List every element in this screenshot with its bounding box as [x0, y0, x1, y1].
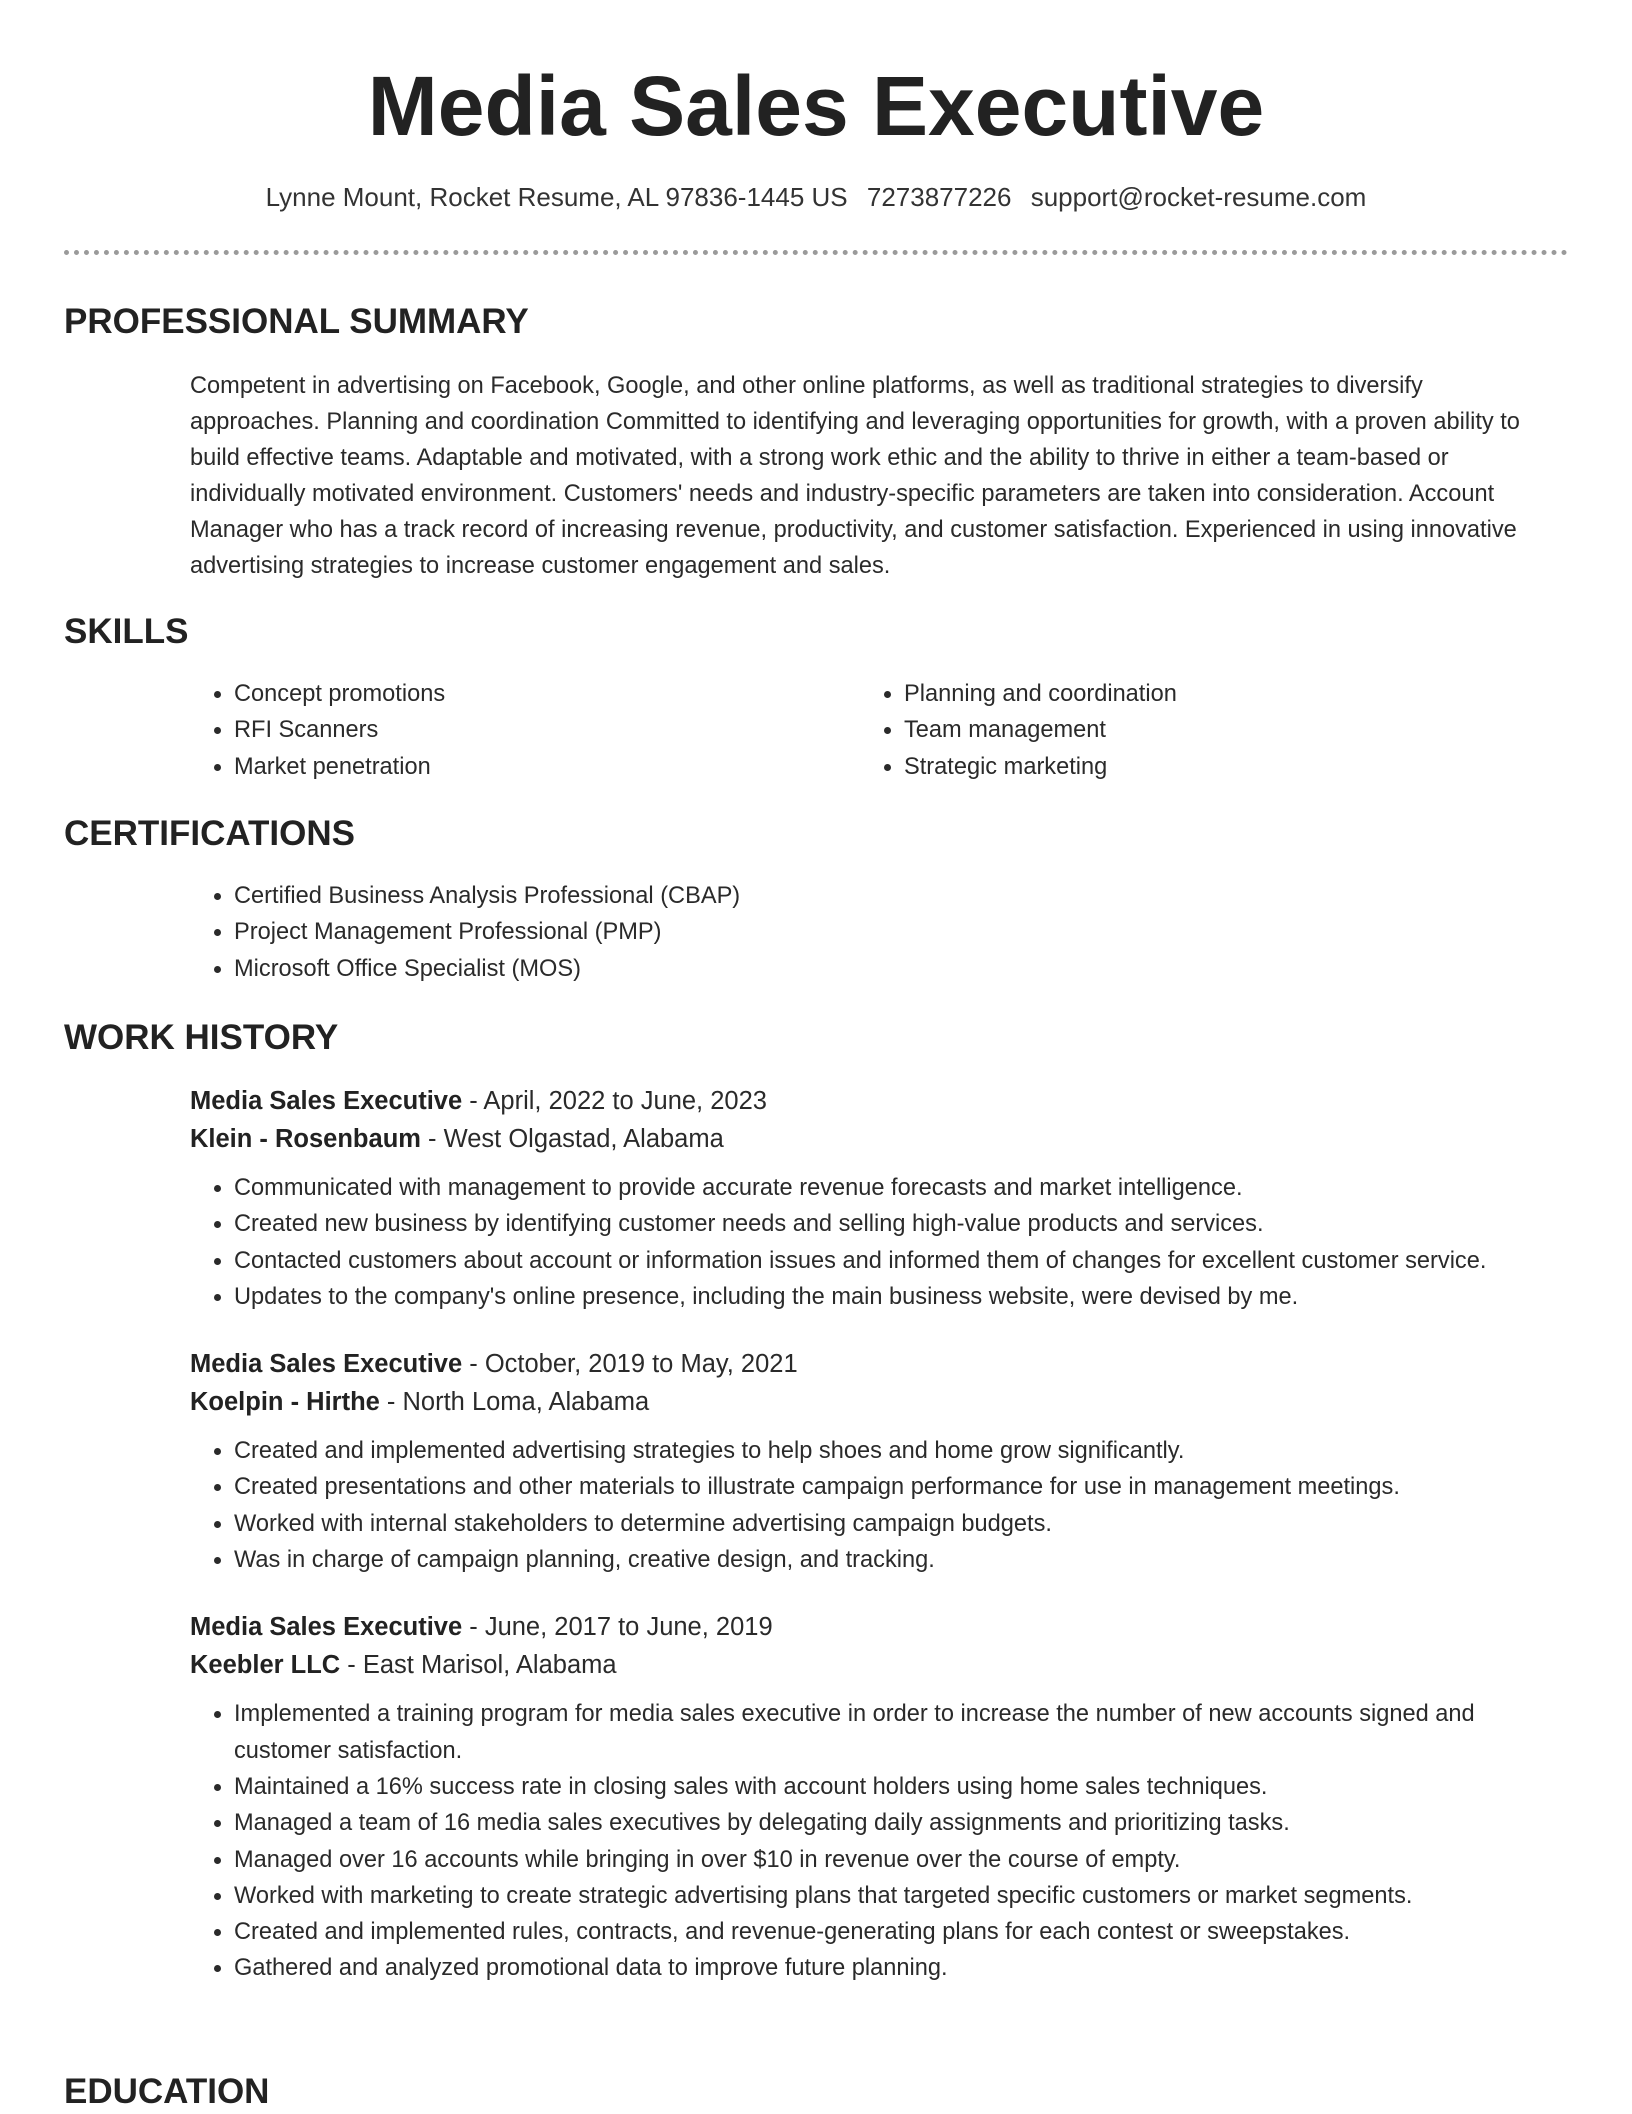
company-name: Keebler LLC [190, 1651, 341, 1680]
job-bullet: • Created presentations and other materials to illustrate campaign performance for use in management meetings. [234, 1469, 1530, 1505]
job-title-line [190, 1345, 1530, 1383]
job-bullets [190, 1433, 1530, 1578]
job-dates: - October, 2019 to May, 2021 [462, 1350, 798, 1379]
section-heading-education: EDUCATION [64, 2072, 270, 2111]
job-bullet: • Created and implemented advertising strategies to help shoes and home grow significantly. [234, 1433, 1530, 1469]
skill-item: • Strategic marketing [904, 749, 1530, 785]
job-bullet: • Worked with internal stakeholders to determine advertising campaign budgets. [234, 1506, 1530, 1542]
certification-item: • Project Management Professional (PMP) [234, 914, 1530, 950]
education-section [64, 2070, 1568, 2114]
company-location: - North Loma, Alabama [379, 1388, 650, 1417]
contact-address: Lynne Mount, Rocket Resume, AL 97836-1445 US [265, 182, 848, 212]
job-bullet: • Created and implemented rules, contracts, and revenue-generating plans for each contest or sweepstakes. [234, 1914, 1530, 1950]
certifications-list [190, 878, 1530, 987]
company-name: Koelpin - Hirthe [190, 1388, 380, 1417]
skill-item: • Market penetration [234, 749, 860, 785]
job-title-line [190, 1608, 1530, 1646]
candidate-name: Media Sales Executive [367, 59, 1265, 153]
company-line [190, 1120, 1530, 1158]
skill-item: • RFI Scanners [234, 712, 860, 748]
contact-phone: 7273877226 [866, 182, 1012, 212]
job-title: Media Sales Executive [190, 1350, 463, 1379]
company-line [190, 1383, 1530, 1421]
summary-text: Competent in advertising on Facebook, Google, and other online platforms, as well as traditional strategies to diversify approaches. Planning and coordination Committed to identifying and leveraging opportunities for growth, with a proven ability to build effective teams. Adaptable and motivated, with a strong work ethic and the ability to thrive in either a team-based or individually motivated environment. Customers' needs and industry-specific parameters are taken into consideration. Account Manager who has a track record of increasing revenue, productivity, and customer satisfaction. Experienced in using innovative advertising strategies to increase customer engagement and sales. [190, 373, 1520, 579]
certification-item: • Certified Business Analysis Professional (CBAP) [234, 878, 1530, 914]
job-bullet: • Gathered and analyzed promotional data to improve future planning. [234, 1950, 1530, 1986]
company-location: - East Marisol, Alabama [340, 1651, 617, 1680]
job-bullet: • Communicated with management to provide accurate revenue forecasts and market intelligence. [234, 1170, 1530, 1206]
job-dates: - April, 2022 to June, 2023 [462, 1087, 767, 1115]
job-entry [190, 1345, 1530, 1578]
skill-item: • Planning and coordination [904, 676, 1530, 712]
job-title: Media Sales Executive [190, 1613, 463, 1642]
job-title-line [190, 1082, 1530, 1120]
section-heading-work-history: WORK HISTORY [64, 1018, 339, 1057]
contact-email: support@rocket-resume.com [1030, 182, 1367, 212]
summary-section [64, 300, 1568, 584]
contact-line [0, 180, 1632, 214]
job-bullet: • Was in charge of campaign planning, creative design, and tracking. [234, 1542, 1530, 1578]
skill-item: • Team management [904, 712, 1530, 748]
job-entry [190, 1608, 1530, 1986]
section-heading-certifications: CERTIFICATIONS [64, 814, 356, 853]
job-bullet: • Managed a team of 16 media sales executives by delegating daily assignments and prioritizing tasks. [234, 1805, 1530, 1841]
header-divider [64, 250, 1568, 255]
job-entry [190, 1082, 1530, 1315]
job-bullet: • Updates to the company's online presence, including the main business website, were devised by me. [234, 1279, 1530, 1315]
work-history-section [64, 1016, 1568, 1987]
skills-grid [190, 676, 1530, 785]
skills-column-left [190, 676, 860, 785]
job-dates: - June, 2017 to June, 2019 [462, 1613, 773, 1642]
section-heading-skills: SKILLS [64, 612, 189, 651]
certifications-section [64, 812, 1568, 987]
job-bullet: • Contacted customers about account or information issues and informed them of changes for excellent customer service. [234, 1243, 1530, 1279]
company-name: Klein - Rosenbaum [190, 1125, 421, 1153]
skill-item: • Concept promotions [234, 676, 860, 712]
job-bullet: • Maintained a 16% success rate in closing sales with account holders using home sales techniques. [234, 1769, 1530, 1805]
job-bullet: • Worked with marketing to create strategic advertising plans that targeted specific customers or market segments. [234, 1878, 1530, 1914]
skills-column-right [860, 676, 1530, 785]
job-bullet: • Created new business by identifying customer needs and selling high-value products and services. [234, 1206, 1530, 1242]
section-heading-summary: PROFESSIONAL SUMMARY [64, 302, 529, 341]
company-line [190, 1646, 1530, 1684]
company-location: - West Olgastad, Alabama [420, 1125, 724, 1153]
job-bullet: • Managed over 16 accounts while bringing in over $10 in revenue over the course of empty. [234, 1842, 1530, 1878]
certification-item: • Microsoft Office Specialist (MOS) [234, 951, 1530, 987]
skills-list-right [860, 676, 1530, 785]
skills-section [64, 610, 1568, 785]
job-bullet: • Implemented a training program for media sales executive in order to increase the number of new accounts signed and customer satisfaction. [234, 1696, 1530, 1769]
job-title: Media Sales Executive [190, 1087, 463, 1115]
skills-list-left [190, 676, 860, 785]
job-bullets [190, 1696, 1530, 1986]
job-bullets [190, 1170, 1530, 1315]
certifications-content [190, 878, 1530, 987]
